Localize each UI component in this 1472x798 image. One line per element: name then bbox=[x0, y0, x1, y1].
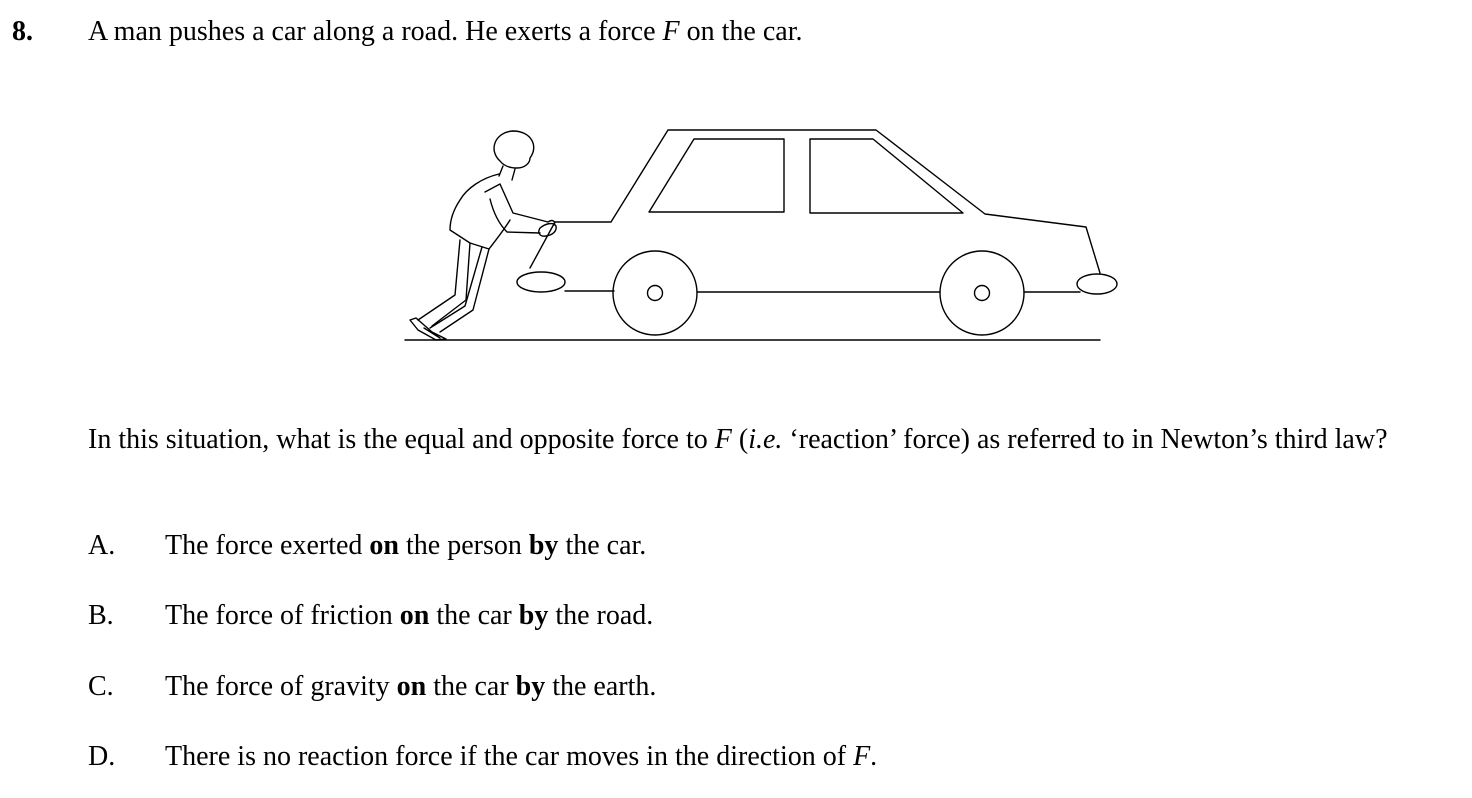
question-stem bbox=[88, 14, 803, 50]
car-rear-bumper bbox=[1077, 274, 1117, 294]
option-d[interactable] bbox=[88, 739, 877, 775]
option-letter: A. bbox=[88, 530, 116, 561]
stem-text-2: on the car. bbox=[679, 16, 803, 47]
man-arm-lower bbox=[490, 199, 540, 233]
option-text: The force of friction on the car by the road. bbox=[165, 600, 654, 631]
car-rear-wheel bbox=[940, 251, 1024, 335]
man-arm-upper bbox=[485, 184, 548, 222]
car-front-wheel bbox=[613, 251, 697, 335]
man-leg-front bbox=[418, 240, 470, 326]
option-letter: D. bbox=[88, 741, 116, 772]
car-rear-window bbox=[810, 139, 963, 213]
option-a[interactable] bbox=[88, 528, 646, 564]
car-front-window bbox=[649, 139, 784, 212]
car-body bbox=[530, 130, 1100, 292]
stem-text-1: A man pushes a car along a road. He exerts a force bbox=[88, 16, 663, 47]
force-symbol: F bbox=[662, 16, 680, 47]
man-hands bbox=[539, 221, 556, 237]
option-b[interactable] bbox=[88, 598, 653, 634]
prompt-text-2: ( bbox=[731, 424, 749, 455]
car-rear-hub bbox=[975, 286, 990, 301]
car-front-hub bbox=[648, 286, 663, 301]
prompt-force-symbol: F bbox=[714, 424, 732, 455]
prompt-text-3: ‘reaction’ force) as referred to in Newton’s third law? bbox=[782, 424, 1388, 455]
option-text: The force of gravity on the car by the earth. bbox=[165, 671, 657, 702]
option-c[interactable] bbox=[88, 669, 656, 705]
man-leg-back bbox=[430, 247, 489, 332]
man-head bbox=[494, 131, 534, 168]
man-pushing-car-illustration bbox=[400, 120, 1120, 350]
prompt-text-1: In this situation, what is the equal and opposite force to bbox=[88, 424, 715, 455]
question-number: 8. bbox=[12, 16, 33, 47]
question-prompt bbox=[88, 422, 1458, 457]
option-force-symbol: F bbox=[853, 741, 871, 772]
option-letter: C. bbox=[88, 671, 114, 702]
car-front-bumper bbox=[517, 272, 565, 292]
prompt-ie: i.e. bbox=[748, 424, 783, 455]
option-text: The force exerted on the person by the car. bbox=[165, 530, 647, 561]
man-figure bbox=[410, 131, 556, 340]
option-text: There is no reaction force if the car moves in the direction of F. bbox=[165, 741, 878, 772]
option-letter: B. bbox=[88, 600, 114, 631]
